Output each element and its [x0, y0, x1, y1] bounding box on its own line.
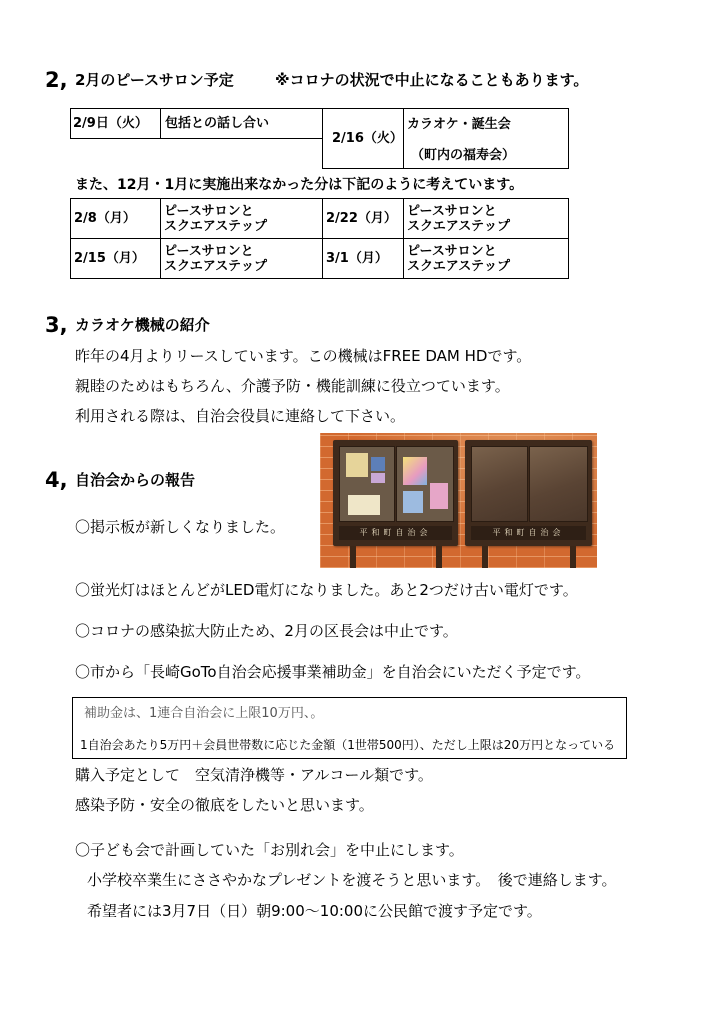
schedule-table-right — [322, 108, 569, 169]
section2-number: 2, — [45, 68, 68, 92]
bulletin-board-left — [333, 440, 458, 546]
poster — [371, 473, 385, 483]
makeup-date-cell — [71, 199, 161, 239]
schedule-event-line1: カラオケ・誕生会 — [407, 117, 511, 132]
bulletin-board-photo — [320, 433, 597, 568]
makeup-table — [70, 198, 569, 279]
board-name-label: 平和町自治会 — [359, 528, 432, 537]
section3-line: 利用される際は、自治会役員に連絡して下さい。 — [75, 407, 406, 425]
kids-club-line: 希望者には3月7日（日）朝9:00～10:00に公民館で渡す予定です。 — [87, 902, 542, 920]
schedule-event: 包括との話し合い — [165, 116, 270, 131]
makeup-event-line1: ピースサロンと — [407, 203, 497, 219]
makeup-event-line2: スクエアステップ — [164, 218, 267, 234]
makeup-event-line2: スクエアステップ — [164, 258, 267, 274]
section3-line: 昨年の4月よりリースしています。この機械はFREE DAM HDです。 — [75, 347, 532, 365]
poster — [403, 491, 423, 513]
schedule-date: 2/16（火） — [332, 131, 403, 146]
makeup-date: 3/1（月） — [326, 251, 388, 266]
kids-club-line: 小学校卒業生にささやかなプレゼントを渡そうと思います。 後で連絡します。 — [87, 871, 617, 889]
board-glass-panel — [471, 446, 528, 522]
makeup-event-cell — [404, 199, 569, 239]
makeup-event-line2: スクエアステップ — [407, 258, 510, 274]
makeup-date: 2/8（月） — [74, 211, 136, 226]
section2-note: ※コロナの状況で中止になることもあります。 — [275, 71, 589, 89]
board-glass-panel — [339, 446, 395, 522]
report-item: 〇蛍光灯はほとんどがLED電灯になりました。あと2つだけ古い電灯です。 — [75, 581, 578, 599]
board-glass-panel — [396, 446, 454, 522]
makeup-intro: また、12月・1月に実施出来なかった分は下記のように考えています。 — [75, 177, 524, 193]
makeup-event-line1: ピースサロンと — [407, 243, 497, 259]
purchase-line: 感染予防・安全の徹底をしたいと思います。 — [75, 796, 374, 814]
makeup-date: 2/15（月） — [74, 251, 145, 266]
board-name-label: 平和町自治会 — [492, 528, 565, 537]
poster — [346, 453, 368, 477]
poster — [430, 483, 448, 509]
report-item: 〇市から「長崎GoTo自治会応援事業補助金」を自治会にいただく予定です。 — [75, 663, 591, 681]
poster — [403, 457, 427, 485]
schedule-date: 2/9日（火） — [73, 116, 148, 131]
makeup-date: 2/22（月） — [326, 211, 397, 226]
table-divider — [160, 109, 161, 138]
poster — [348, 495, 380, 515]
subsidy-line1: 補助金は、1連合自治会に上限10万円、。 — [84, 706, 324, 721]
section3-line: 親睦のためはもちろん、介護予防・機能訓練に役立つています。 — [75, 377, 510, 395]
section4-title: 自治会からの報告 — [75, 471, 196, 489]
section3-number: 3, — [45, 313, 68, 337]
makeup-event-line1: ピースサロンと — [164, 243, 254, 259]
section4-number: 4, — [45, 468, 68, 492]
kids-club-heading: 〇子ども会で計画していた「お別れ会」を中止にします。 — [75, 841, 464, 859]
makeup-event-cell — [404, 239, 569, 279]
makeup-date-cell — [323, 199, 404, 239]
table-divider — [403, 109, 404, 168]
board-name-plate — [339, 526, 452, 540]
board-leg — [570, 546, 576, 568]
board-leg — [482, 546, 488, 568]
board-name-plate — [471, 526, 586, 540]
schedule-event-line2: （町内の福寿会） — [411, 148, 516, 163]
board-glass-panel — [529, 446, 588, 522]
makeup-date-cell — [323, 239, 404, 279]
makeup-date-cell — [71, 239, 161, 279]
section2-title: 2月のピースサロン予定 — [75, 71, 234, 89]
schedule-table-left — [70, 108, 323, 139]
board-leg — [436, 546, 442, 568]
poster — [371, 457, 385, 471]
subsidy-line2: 1自治会あたり5万円＋会員世帯数に応じた金額（1世帯500円）、ただし上限は20万円となっている — [80, 738, 616, 752]
bulletin-board-right — [465, 440, 592, 546]
makeup-event-cell — [161, 239, 323, 279]
makeup-event-cell — [161, 199, 323, 239]
subsidy-info-box — [72, 697, 627, 759]
purchase-line: 購入予定として 空気清浄機等・アルコール類です。 — [75, 766, 433, 784]
report-item: 〇掲示板が新しくなりました。 — [75, 518, 286, 536]
section3-title: カラオケ機械の紹介 — [75, 316, 210, 334]
board-leg — [350, 546, 356, 568]
report-item: 〇コロナの感染拡大防止ため、2月の区長会は中止です。 — [75, 622, 458, 640]
makeup-event-line2: スクエアステップ — [407, 218, 510, 234]
makeup-event-line1: ピースサロンと — [164, 203, 254, 219]
